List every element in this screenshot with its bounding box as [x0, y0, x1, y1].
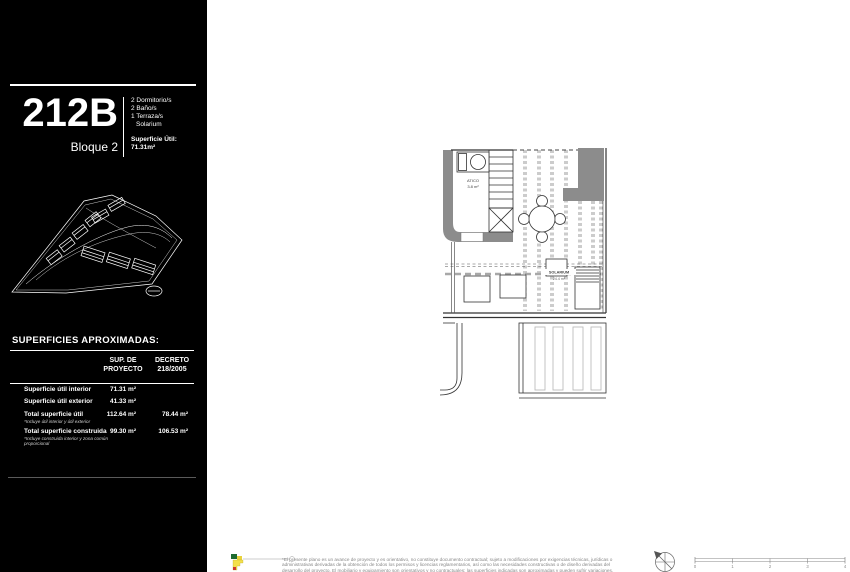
header-vertical-divider [123, 97, 124, 157]
feature-bathrooms: 2 Baño/s [131, 105, 157, 112]
table-row-label: Total superficie útil *Incluye útil interior y útil exterior [24, 411, 114, 424]
sidebar-top-divider [10, 84, 196, 86]
feature-solarium: Solarium [136, 121, 162, 128]
sink-counter [457, 152, 489, 172]
unit-code: 212B [22, 91, 118, 135]
solarium-area-label: 24.4 m² [552, 277, 566, 281]
table-divider-header [10, 383, 194, 384]
table-row-note: *Incluye construida interior y zona común proporcional [24, 436, 109, 447]
table-row-value-decreto: 106.53 m² [158, 428, 188, 435]
table-row-label: Superficie útil interior [24, 386, 92, 393]
lower-level-outline [440, 323, 606, 398]
staircase [489, 150, 513, 232]
room-label: ATICO [467, 178, 479, 183]
table-row-value-proyecto: 99.30 m² [109, 428, 136, 435]
table-divider-top [10, 350, 194, 351]
disclaimer-line: *El presente plano es un avance de proyecto y es orientativo, no constituye documento contractual; sujeto a modificaciones por exigencias técnicas, jurídicas o [282, 557, 613, 562]
sidebar-panel [0, 0, 207, 572]
legal-disclaimer [282, 557, 630, 572]
surfaces-table-title: SUPERFICIES APROXIMADAS: [12, 335, 160, 346]
feature-terraces: 1 Terraza/s [131, 113, 164, 120]
scale-bar [692, 555, 850, 570]
feature-bedrooms: 2 Dormitorio/s [131, 97, 172, 104]
unit-features [131, 97, 171, 129]
useful-area-value: 71.31m² [131, 144, 156, 151]
floorplan-drawing [440, 135, 630, 407]
solarium-label: SOLARIUM [548, 270, 570, 275]
table-row-value-proyecto: 112.64 m² [106, 411, 136, 418]
scale-tick-label: 4 [843, 564, 847, 569]
table-row-label: Superficie útil exterior [24, 398, 93, 405]
door-opening [461, 233, 483, 242]
table-and-chairs [519, 196, 566, 243]
table-row-value-proyecto: 71.31 m² [109, 386, 136, 393]
room-area-label: 3.8 m² [467, 184, 479, 189]
north-compass-icon [651, 548, 679, 572]
useful-area-label: Superficie Útil: [131, 136, 177, 143]
disclaimer-line: desarrollo del proyecto. El mobiliario y equipamiento son orientativos y no contractuales; las superficies indicadas son aproximadas y pueden sufrir variaciones. [282, 567, 614, 572]
table-row-label: Total superficie construida *Incluye construida interior y zona común proporcional [24, 428, 114, 446]
table-row-value-proyecto: 41.33 m² [109, 398, 136, 405]
louvre-slats [535, 327, 601, 390]
disclaimer-line: administrativas derivadas de la obtención de todos los permisos y licencias reglamentarios, así como las necesidades constructivas o de diseño derivadas del [282, 562, 611, 568]
scale-tick-label: 1 [731, 564, 734, 569]
table-row-value-decreto: 78.44 m² [161, 411, 188, 418]
siteplan-illustration [6, 188, 200, 310]
scale-tick-label: 3 [806, 564, 809, 569]
scale-tick-label: 2 [768, 564, 772, 569]
sidebar-bottom-divider [8, 477, 196, 478]
column-header-proyecto: SUP. DE PROYECTO [103, 357, 143, 373]
column-header-decreto: DECRETO 218/2005 [154, 357, 190, 373]
block-label: Bloque 2 [70, 140, 118, 154]
table-row-note: *Incluye útil interior y útil exterior [24, 419, 91, 424]
scale-tick-label: 0 [693, 564, 697, 569]
